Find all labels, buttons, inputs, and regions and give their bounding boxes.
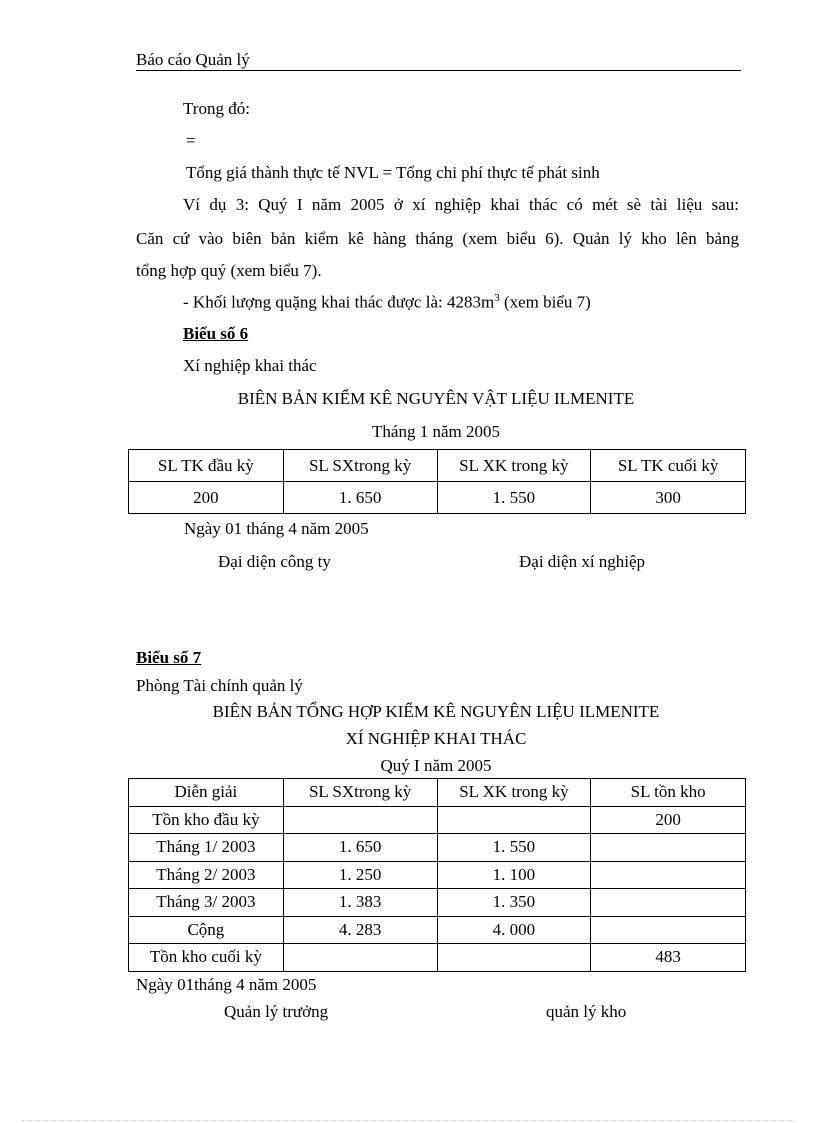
quantity-reference: (xem biểu 7) xyxy=(499,292,591,312)
table-header-cell: SL TK đầu kỳ xyxy=(129,450,284,482)
header-rule xyxy=(136,70,741,71)
bieu7-sign-right: quản lý kho xyxy=(546,1002,627,1021)
bieu6-unit: Xí nghiệp khai thác xyxy=(183,356,317,375)
table-cell: 1. 650 xyxy=(283,834,437,862)
table-row xyxy=(129,944,746,972)
bieu6-date: Ngày 01 tháng 4 năm 2005 xyxy=(184,519,369,538)
quantity-text: - Khối lượng quặng khai thác được là: 4283m xyxy=(183,292,495,312)
table-cell: 4. 000 xyxy=(437,916,591,944)
table-header-cell: SL tồn kho xyxy=(591,779,746,807)
table-cell: Tồn kho cuối kỳ xyxy=(129,944,284,972)
table-cell: 1. 550 xyxy=(437,834,591,862)
table-cell xyxy=(591,889,746,917)
table-header-cell: SL TK cuối kỳ xyxy=(591,450,746,482)
table-header-cell: SL XK trong kỳ xyxy=(437,779,591,807)
table-cell: 1. 250 xyxy=(283,861,437,889)
table-row xyxy=(129,834,746,862)
table-cell xyxy=(437,806,591,834)
table-cell: 1. 350 xyxy=(437,889,591,917)
table-cell: 4. 283 xyxy=(283,916,437,944)
bieu6-table xyxy=(128,449,746,514)
bieu6-title: BIÊN BẢN KIỂM KÊ NGUYÊN VẬT LIỆU ILMENITE xyxy=(237,389,635,408)
table-cell: Tháng 1/ 2003 xyxy=(129,834,284,862)
table-cell: 300 xyxy=(591,482,746,514)
bieu7-date: Ngày 01tháng 4 năm 2005 xyxy=(136,975,317,994)
table-row xyxy=(129,482,746,514)
table-cell xyxy=(437,944,591,972)
table-cell xyxy=(283,806,437,834)
table-row xyxy=(129,916,746,944)
quantity-superscript: 3 xyxy=(494,292,500,304)
table-cell: Tháng 3/ 2003 xyxy=(129,889,284,917)
bieu7-title2: XÍ NGHIỆP KHAI THÁC xyxy=(345,729,527,748)
bieu6-label: Biểu số 6 xyxy=(183,324,249,343)
paragraph-quantity xyxy=(183,292,591,313)
table-cell xyxy=(283,944,437,972)
table-cell: 1. 383 xyxy=(283,889,437,917)
table-cell xyxy=(591,916,746,944)
table-row xyxy=(129,889,746,917)
table-cell: 200 xyxy=(129,482,284,514)
paragraph-formula: Tổng giá thành thực tế NVL = Tổng chi phí thực tế phát sinh xyxy=(186,163,600,182)
table-header-cell: SL SXtrong kỳ xyxy=(283,779,437,807)
table-cell: 200 xyxy=(591,806,746,834)
bieu6-sign-left: Đại diện công ty xyxy=(218,552,331,571)
page-bottom-dotted-rule xyxy=(22,1120,794,1121)
bieu7-title: BIÊN BẢN TỔNG HỢP KIỂM KÊ NGUYÊN LIỆU ILMENITE xyxy=(212,702,660,721)
table-cell: Cộng xyxy=(129,916,284,944)
table-row xyxy=(129,806,746,834)
paragraph-equals: = xyxy=(186,131,196,150)
bieu7-sign-left: Quản lý trưởng xyxy=(224,1002,329,1021)
table-row xyxy=(129,861,746,889)
table-header-row xyxy=(129,450,746,482)
table-cell: 1. 550 xyxy=(437,482,591,514)
table-cell xyxy=(591,834,746,862)
page-header: Báo cáo Quản lý xyxy=(136,50,250,69)
table-cell: 483 xyxy=(591,944,746,972)
table-cell xyxy=(591,861,746,889)
paragraph-trong-do: Trong đó: xyxy=(183,99,250,118)
bieu7-table xyxy=(128,778,746,972)
table-header-cell: SL XK trong kỳ xyxy=(437,450,591,482)
table-header-row xyxy=(129,779,746,807)
table-header-cell: Diễn giải xyxy=(129,779,284,807)
bieu7-label: Biểu số 7 xyxy=(136,648,202,667)
paragraph-example-line1: Ví dụ 3: Quý I năm 2005 ở xí nghiệp khai thác có mét sè tài liệu sau: xyxy=(183,195,739,214)
table-cell: 1. 650 xyxy=(283,482,437,514)
table-cell: Tồn kho đầu kỳ xyxy=(129,806,284,834)
bieu6-sign-right: Đại diện xí nghiệp xyxy=(519,552,646,571)
table-cell: 1. 100 xyxy=(437,861,591,889)
bieu7-unit: Phòng Tài chính quản lý xyxy=(136,676,303,695)
paragraph-example-line3: tổng hợp quý (xem biểu 7). xyxy=(136,261,322,280)
bieu6-subtitle: Tháng 1 năm 2005 xyxy=(372,422,500,441)
bieu7-subtitle: Quý I năm 2005 xyxy=(380,756,492,775)
paragraph-example-line2: Căn cứ vào biên bản kiểm kê hàng tháng (xem biểu 6). Quản lý kho lên bảng xyxy=(136,229,739,248)
table-cell: Tháng 2/ 2003 xyxy=(129,861,284,889)
table-header-cell: SL SXtrong kỳ xyxy=(283,450,437,482)
